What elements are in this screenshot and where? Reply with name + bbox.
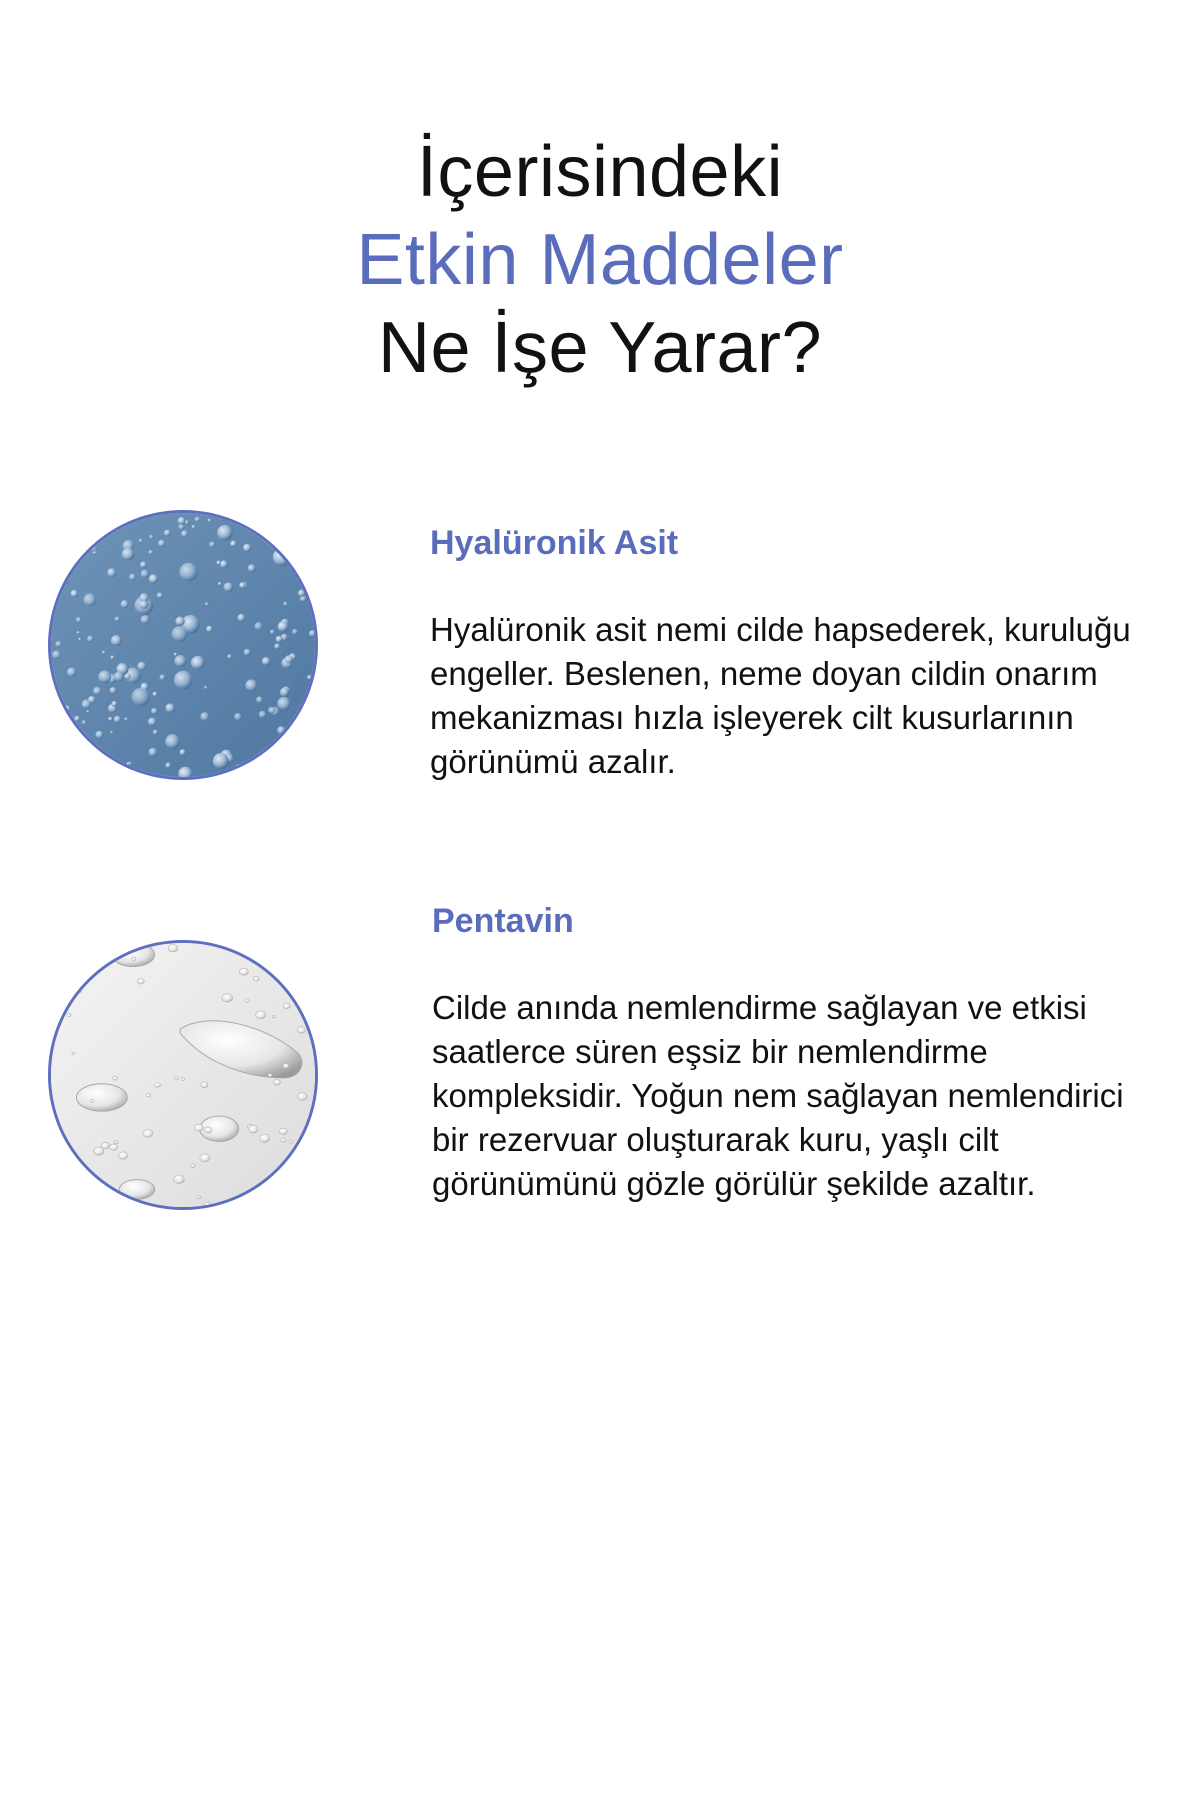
droplet: [204, 1127, 212, 1133]
droplet: [306, 1017, 310, 1020]
bubble: [285, 655, 293, 663]
ingredient-title: Hyalüronik Asit: [430, 524, 679, 562]
bubble: [157, 592, 163, 598]
bubble: [90, 545, 97, 552]
bubble: [91, 535, 96, 540]
droplet: [181, 1077, 185, 1080]
bubble: [140, 561, 146, 567]
bubble: [268, 707, 275, 714]
droplet: [297, 1027, 305, 1034]
droplet: [118, 1152, 127, 1159]
droplet: [249, 1125, 258, 1133]
bubble: [208, 518, 212, 522]
bubble: [303, 754, 311, 762]
droplet: [283, 1063, 289, 1068]
bubble: [283, 602, 288, 607]
bubble: [140, 600, 149, 609]
bubble: [192, 525, 196, 529]
droplet: [112, 943, 155, 966]
bubble: [111, 635, 122, 646]
bubble: [121, 600, 129, 608]
bubble: [115, 616, 120, 621]
bubble: [289, 540, 297, 548]
bubble: [52, 650, 61, 659]
bubble: [95, 731, 103, 739]
bubble: [307, 675, 311, 679]
bubble: [110, 655, 114, 659]
bubble: [86, 710, 89, 713]
droplet: [175, 1077, 179, 1080]
bubble: [112, 701, 118, 707]
droplet: [273, 1080, 280, 1085]
bubble: [174, 671, 193, 690]
droplet: [197, 1196, 201, 1199]
droplet: [194, 1124, 203, 1131]
droplet: [256, 1011, 266, 1019]
bubble: [224, 582, 234, 592]
bubble: [304, 722, 308, 726]
water-droplets-image: [48, 940, 318, 1210]
bubble: [63, 577, 70, 584]
bubble: [291, 554, 297, 560]
bubble: [126, 762, 130, 766]
bubble: [82, 720, 87, 725]
droplet: [259, 958, 266, 963]
droplet: [54, 947, 64, 955]
bubble: [303, 513, 310, 518]
droplet: [222, 994, 233, 1002]
bubble: [51, 592, 56, 601]
droplet: [200, 1154, 210, 1162]
bubble: [165, 703, 174, 712]
bubble: [180, 749, 186, 755]
bubble: [174, 655, 186, 667]
droplet: [65, 1158, 70, 1162]
bubble: [256, 696, 263, 703]
bubble: [298, 535, 302, 539]
droplet: [155, 1083, 161, 1088]
droplet: [90, 1099, 94, 1102]
headline-line-3: Ne İşe Yarar?: [377, 308, 823, 388]
bubble: [77, 631, 80, 634]
droplet: [268, 1074, 272, 1077]
bubble: [148, 718, 156, 726]
bubble: [67, 568, 73, 574]
bubble: [82, 699, 92, 709]
bubble: [243, 544, 251, 552]
bubble: [151, 708, 157, 714]
droplet: [143, 1129, 153, 1137]
droplet: [51, 984, 60, 991]
bubble: [87, 636, 93, 642]
bubble: [149, 574, 158, 583]
bubble: [292, 517, 302, 527]
bubble: [259, 711, 267, 719]
bubble: [244, 649, 251, 656]
droplet: [174, 1175, 185, 1183]
droplet: [132, 957, 136, 961]
ingredient-title: Pentavin: [432, 902, 574, 940]
droplet: [101, 943, 109, 948]
droplet: [99, 1186, 108, 1193]
bubble: [195, 517, 200, 522]
bubble: [82, 540, 90, 548]
droplet: [76, 1084, 127, 1111]
bubble: [298, 589, 305, 596]
bubble: [262, 657, 270, 665]
bubble: [76, 617, 82, 623]
bubble: [179, 563, 197, 581]
bubble: [252, 768, 266, 777]
bubble: [141, 570, 149, 578]
bubble: [55, 641, 62, 648]
bubble: [309, 513, 315, 523]
droplet: [168, 944, 178, 952]
ingredient-text-block: [430, 522, 1160, 784]
bubble: [64, 705, 71, 712]
bubble: [181, 530, 188, 537]
bubble: [153, 692, 158, 697]
bubble: [93, 687, 101, 695]
bubble: [71, 590, 78, 597]
droplet: [113, 1076, 118, 1080]
bubble: [71, 522, 79, 530]
bubble: [276, 636, 283, 643]
droplet: [239, 968, 248, 975]
bubble: [299, 723, 303, 727]
droplet: [282, 976, 286, 979]
bubble: [205, 602, 209, 606]
bubble: [61, 713, 65, 717]
droplet: [119, 1180, 154, 1200]
bubble: [67, 667, 76, 676]
bubble: [206, 626, 213, 633]
bubble: [52, 544, 58, 550]
ingredient-hyaluronic-acid: [0, 510, 1200, 800]
bubble: [108, 717, 112, 721]
droplet: [146, 1093, 150, 1097]
bubble: [153, 730, 158, 735]
bubble: [132, 688, 150, 706]
droplet: [204, 1202, 210, 1207]
droplet: [253, 977, 259, 982]
bubble: [174, 653, 178, 657]
ingredient-text-block: [432, 900, 1162, 1206]
bubble: [149, 748, 158, 757]
bubble: [217, 525, 232, 540]
page-headline: [0, 128, 1200, 392]
bubble: [74, 716, 80, 722]
bubble: [158, 540, 165, 547]
bubble: [141, 615, 150, 624]
bubble: [309, 683, 315, 691]
bubble: [164, 530, 171, 537]
droplet: [107, 1200, 114, 1205]
bubble: [165, 734, 180, 749]
bubble: [122, 513, 130, 517]
bubble: [114, 672, 124, 682]
bubble: [178, 517, 186, 525]
droplet: [299, 964, 308, 971]
bubble: [172, 626, 188, 642]
bubble: [102, 651, 105, 654]
bubble: [209, 541, 215, 547]
droplet: [245, 999, 249, 1002]
droplet: [297, 981, 302, 985]
ingredient-description: Hyalüronik asit nemi cilde hapsederek, kuruluğu engeller. Beslenen, neme doyan cildin onarım mekanizması hızla işleyerek cilt kusurlarının görünümü azalır.: [430, 611, 1131, 780]
bubble: [245, 679, 257, 691]
bubble: [81, 761, 99, 777]
bubble: [216, 561, 220, 565]
bubble: [220, 560, 228, 568]
droplet: [297, 1093, 307, 1101]
bubble: [234, 713, 242, 721]
droplet: [51, 984, 58, 992]
headline-line-1: İçerisindeki: [416, 132, 784, 212]
bubble: [227, 654, 232, 659]
bubble: [139, 539, 143, 543]
droplet: [72, 1052, 75, 1054]
bubble: [248, 564, 256, 572]
droplet: [272, 1015, 275, 1018]
bubble: [129, 574, 136, 581]
bubble: [110, 687, 117, 694]
bubble: [98, 670, 111, 683]
droplet: [289, 1140, 293, 1143]
bubble: [83, 593, 96, 606]
bubble: [218, 582, 222, 586]
bubble: [254, 622, 262, 630]
droplet: [279, 1128, 287, 1134]
water-bubbles-image: [48, 510, 318, 780]
bubble: [67, 540, 84, 557]
bubble: [292, 629, 298, 635]
droplet: [137, 978, 144, 984]
headline-line-2: Etkin Maddeler: [356, 220, 844, 300]
bubble: [280, 688, 289, 697]
droplet: [114, 1141, 118, 1144]
bubble: [277, 697, 290, 710]
bubble: [230, 541, 236, 547]
ingredient-description: Cilde anında nemlendirme sağlayan ve etkisi saatlerce süren eşsiz bir nemlendirme kompleksidir. Yoğun nem sağlayan nemlendirici bir rezervuar oluşturarak kuru, yaşlı cilt görünümünü gözle görülür şekilde azaltır.: [432, 989, 1124, 1202]
droplet: [201, 1082, 208, 1088]
bubble: [82, 515, 85, 518]
bubble: [165, 762, 171, 768]
droplet: [190, 1164, 195, 1168]
droplet: [100, 1187, 108, 1193]
bubble: [236, 515, 240, 519]
bubble: [236, 764, 241, 769]
bubble: [121, 765, 125, 769]
bubble: [175, 617, 184, 626]
bubble: [239, 582, 245, 588]
bubble: [301, 513, 315, 522]
bubble: [213, 753, 229, 769]
bubble: [204, 686, 208, 690]
bubble: [278, 621, 289, 632]
bubble: [277, 726, 285, 734]
droplet: [78, 990, 81, 993]
ingredient-pentavin: [0, 900, 1200, 1240]
bubble: [302, 574, 315, 591]
bubble: [191, 656, 205, 670]
water-droplets-illustration: [51, 943, 315, 1207]
droplet: [259, 1134, 269, 1142]
droplet: [91, 973, 95, 977]
bubble: [69, 546, 78, 555]
bubble: [159, 674, 165, 680]
bubble: [270, 630, 275, 635]
bubble: [149, 535, 153, 539]
bubble: [114, 716, 121, 723]
bubble: [107, 568, 116, 577]
bubble: [93, 521, 103, 531]
droplet: [303, 1005, 311, 1011]
bubble: [200, 712, 209, 721]
droplet: [283, 1003, 290, 1008]
bubble: [124, 673, 130, 679]
droplet: [223, 943, 230, 946]
droplet: [67, 1013, 71, 1017]
bubble: [78, 638, 81, 641]
droplet: [94, 1147, 104, 1155]
bubble: [110, 731, 113, 734]
bubble: [237, 614, 245, 622]
droplet: [110, 1144, 118, 1150]
water-bubbles-illustration: [51, 513, 315, 777]
bubble: [124, 717, 128, 721]
bubble: [137, 662, 146, 671]
droplet: [281, 1138, 286, 1142]
bubble: [70, 529, 75, 534]
bubble: [122, 548, 135, 561]
bubble: [93, 513, 97, 515]
bubble: [273, 548, 291, 566]
bubble: [271, 744, 279, 752]
bubble: [148, 550, 153, 555]
bubble: [274, 643, 280, 649]
